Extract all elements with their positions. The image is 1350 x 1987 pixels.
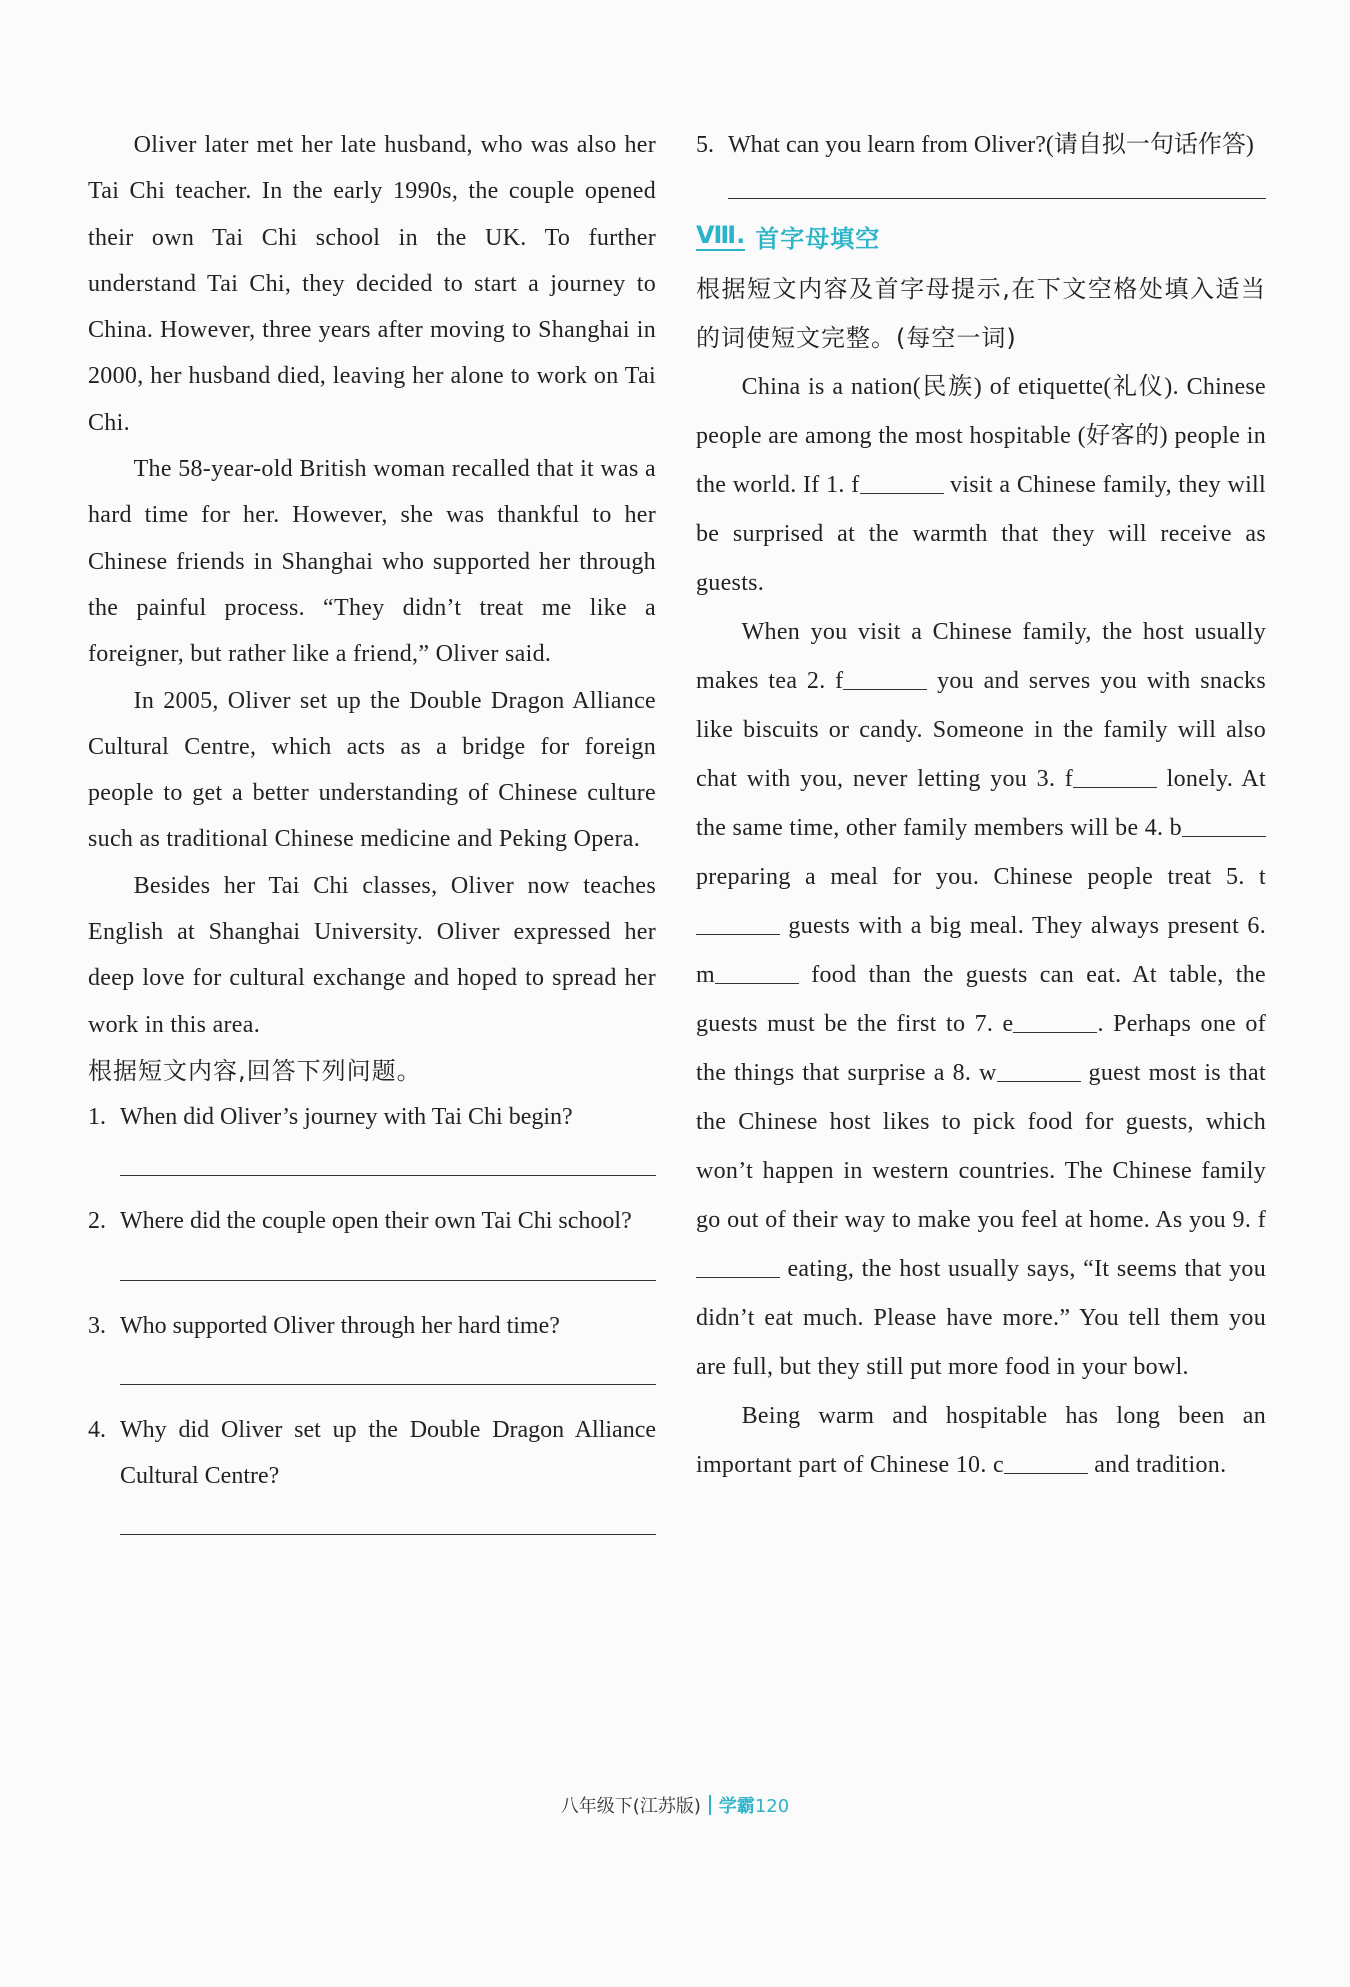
cloze-paragraph-1 — [696, 363, 1266, 608]
question-1 — [88, 1094, 656, 1140]
text-segment: China is a nation(民族) of etiquette(礼仪). Chinese people are among the most hospitable (好客的) people in the world. If 1. f — [696, 374, 1266, 499]
section-title: 首字母填空 — [755, 224, 881, 253]
question-number: 3. — [88, 1312, 106, 1339]
question-number: 2. — [88, 1208, 106, 1235]
section-header — [696, 213, 1266, 259]
question-3 — [88, 1303, 656, 1349]
question-instruction: 根据短文内容,回答下列问题。 — [88, 1056, 422, 1085]
question-number: 5. — [696, 132, 714, 158]
answer-line-4[interactable] — [120, 1534, 656, 1535]
right-column — [696, 122, 1266, 1490]
blank-1[interactable] — [860, 469, 944, 494]
cloze-instruction: 根据短文内容及首字母提示,在下文空格处填入适当的词使短文完整。(每空一词) — [696, 275, 1266, 353]
text-segment: Being warm and hospitable has long been an important part of Chinese 10. c — [696, 1403, 1266, 1479]
question-text: What can you learn from Oliver?(请自拟一句话作答) — [728, 132, 1254, 158]
blank-7[interactable] — [1013, 1008, 1097, 1033]
blank-9[interactable] — [696, 1253, 780, 1278]
blank-10[interactable] — [1004, 1449, 1088, 1474]
blank-8[interactable] — [997, 1057, 1081, 1082]
page-footer — [0, 1792, 1350, 1818]
footer-divider — [709, 1795, 711, 1815]
text-segment: When you visit a Chinese family, the host usually makes tea 2. f — [696, 619, 1266, 695]
answer-line-1[interactable] — [120, 1175, 656, 1176]
text-segment: visit a Chinese family, they will be surprised at the warmth that they will receive as guests. — [696, 472, 1266, 597]
question-4 — [88, 1407, 656, 1500]
blank-3[interactable] — [1073, 763, 1157, 788]
passage-paragraph-3: In 2005, Oliver set up the Double Dragon Alliance Cultural Centre, which acts as a bridge for foreign people to get a better understanding of Chinese culture such as traditional Chinese medicine and Peking Opera. — [88, 687, 656, 853]
text-segment: eating, the host usually says, “It seems that you didn’t eat much. Please have more.” You tell them you are full, but they still put more food in your bowl. — [696, 1256, 1266, 1381]
answer-line-3[interactable] — [120, 1384, 656, 1385]
text-segment: and tradition. — [1087, 1452, 1227, 1479]
text-segment: . Perhaps one of the things that surprise a 8. w — [696, 1011, 1266, 1087]
question-text: Who supported Oliver through her hard time? — [120, 1312, 560, 1339]
grade-label: 八年级下(江苏版) — [560, 1796, 701, 1817]
blank-2[interactable] — [843, 665, 927, 690]
brand-label: 学霸 — [718, 1796, 755, 1817]
text-segment: food than the guests can eat. At table, the guests must be the first to 7. e — [696, 962, 1266, 1038]
question-number: 4. — [88, 1416, 106, 1443]
answer-line-5[interactable] — [728, 198, 1266, 199]
question-5 — [696, 122, 1266, 168]
cloze-paragraph-2 — [696, 608, 1266, 1392]
text-segment: lonely. At the same time, other family members will be 4. b — [696, 766, 1266, 842]
answer-line-2[interactable] — [120, 1280, 656, 1281]
passage-paragraph-2: The 58-year-old British woman recalled that it was a hard time for her. However, she was thankful to her Chinese friends in Shanghai who supported her through the painful process. “They didn’t treat me like a foreigner, but rather like a friend,” Oliver said. — [88, 456, 656, 668]
left-column — [88, 122, 656, 1557]
page-number: 120 — [754, 1796, 790, 1817]
cloze-paragraph-3 — [696, 1392, 1266, 1490]
blank-6[interactable] — [715, 959, 799, 984]
question-2 — [88, 1198, 656, 1244]
question-text: When did Oliver’s journey with Tai Chi begin? — [120, 1103, 573, 1130]
text-segment: preparing a meal for you. Chinese people treat 5. t — [696, 864, 1266, 891]
section-number: Ⅷ. — [696, 221, 746, 250]
text-segment: you and serves you with snacks like biscuits or candy. Someone in the family will also chat with you, never letting you 3. f — [696, 668, 1266, 793]
text-segment: guests with a big meal. They always present 6. m — [696, 913, 1266, 989]
passage-paragraph-1: Oliver later met her late husband, who was also her Tai Chi teacher. In the early 1990s, the couple opened their own Tai Chi school in the UK. To further understand Tai Chi, they decided to start a journey to China. However, three years after moving to Shanghai in 2000, her husband died, leaving her alone to work on Tai Chi. — [88, 132, 656, 436]
question-number: 1. — [88, 1103, 106, 1130]
text-segment: guest most is that the Chinese host likes to pick food for guests, which won’t happen in western countries. The Chinese family go out of their way to make you feel at home. As you 9. f — [696, 1060, 1266, 1234]
blank-4[interactable] — [1182, 812, 1266, 837]
blank-5[interactable] — [696, 910, 780, 935]
passage-paragraph-4: Besides her Tai Chi classes, Oliver now teaches English at Shanghai University. Oliver expressed her deep love for cultural exchange and hoped to spread her work in this area. — [88, 872, 656, 1038]
question-text: Where did the couple open their own Tai Chi school? — [120, 1208, 632, 1235]
question-text: Why did Oliver set up the Double Dragon Alliance Cultural Centre? — [120, 1416, 656, 1490]
